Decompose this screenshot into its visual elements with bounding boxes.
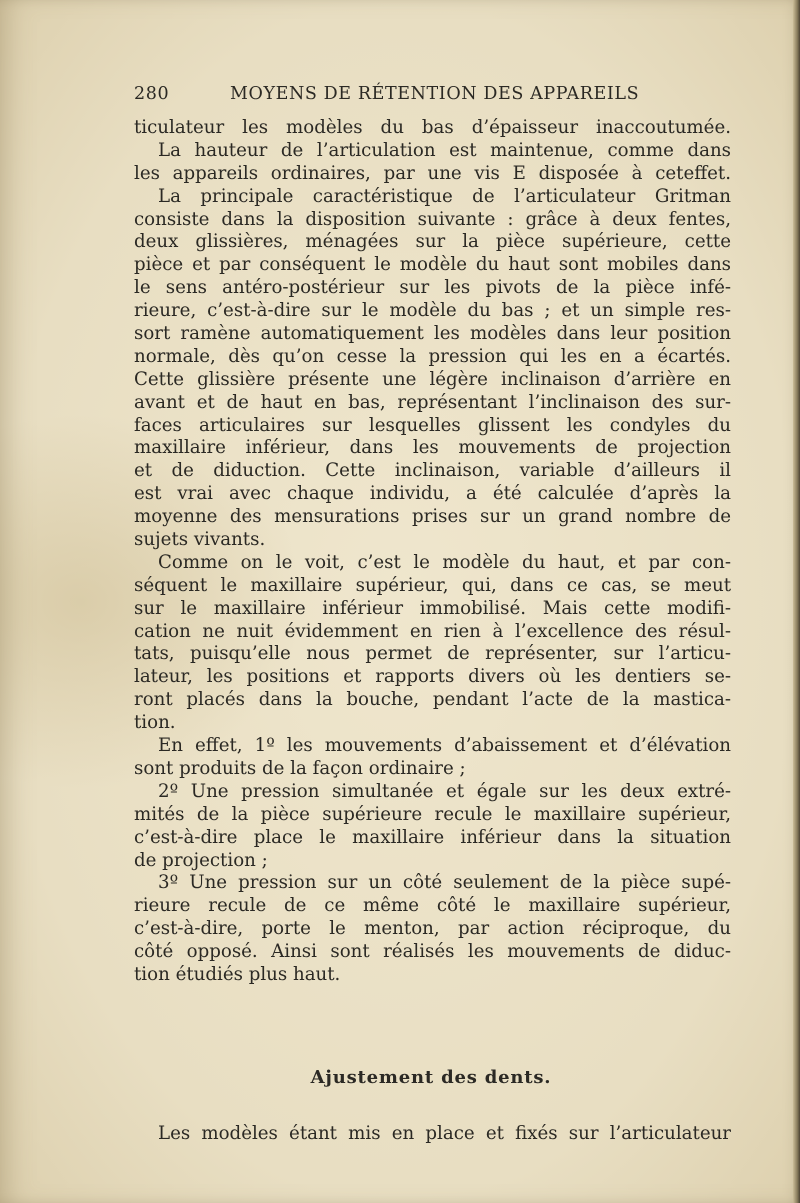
text-line: est vrai avec chaque individu, a été calculée d’après la (134, 483, 731, 505)
text-line: tion. (134, 712, 176, 734)
page-edge-shadow (793, 0, 800, 1203)
text-line: Comme on le voit, c’est le modèle du haut, et par con- (158, 551, 731, 573)
text-line: ticulateur les modèles du bas d’épaisseur inaccoutumée. (134, 117, 731, 138)
text-line: c’est-à-dire, porte le menton, par action réciproque, du (134, 918, 731, 940)
section-first-line: Les modèles étant mis en place et fixés sur l’articulateur (158, 1123, 731, 1144)
text-line: pièce et par conséquent le modèle du haut sont mobiles dans (134, 254, 731, 276)
text-line: moyenne des mensurations prises sur un grand nombre de (134, 506, 731, 528)
text-line: les appareils ordinaires, par une vis E disposée à ceteffet. (134, 162, 731, 184)
text-line: et de diduction. Cette inclinaison, variable d’ailleurs il (134, 460, 731, 482)
text-line: côté opposé. Ainsi sont réalisés les mouvements de diduc- (134, 941, 731, 963)
body-text (134, 117, 731, 987)
text-line: de projection ; (134, 849, 268, 871)
text-line: avant et de haut en bas, représentant l’inclinaison des sur- (134, 391, 731, 413)
text-line: tion étudiés plus haut. (134, 963, 341, 985)
running-header (134, 84, 734, 110)
text-line: 3º Une pression sur un côté seulement de la pièce supé- (158, 872, 731, 894)
text-line: rieure, c’est-à-dire sur le modèle du bas ; et un simple res- (134, 300, 731, 322)
text-line: tats, puisqu’elle nous permet de représenter, sur l’articu- (134, 643, 731, 665)
text-line: faces articulaires sur lesquelles glissent les condyles du (134, 414, 731, 436)
text-line: sort ramène automatiquement les modèles dans leur position (134, 323, 731, 345)
text-line: lateur, les positions et rapports divers où les dentiers se- (134, 666, 731, 688)
section-heading: Ajustement des dents. (310, 1067, 552, 1088)
text-line: Cette glissière présente une légère inclinaison d’arrière en (134, 368, 731, 390)
text-line: ront placés dans la bouche, pendant l’acte de la mastica- (134, 689, 731, 711)
text-line: séquent le maxillaire supérieur, qui, dans ce cas, se meut (134, 574, 731, 596)
text-line: consiste dans la disposition suivante : grâce à deux fentes, (134, 208, 731, 230)
text-line: sur le maxillaire inférieur immobilisé. Mais cette modifi- (134, 597, 731, 619)
text-line: normale, dès qu’on cesse la pression qui les en a écartés. (134, 345, 731, 367)
text-line: c’est-à-dire place le maxillaire inférieur dans la situation (134, 826, 731, 848)
text-line: sujets vivants. (134, 529, 266, 551)
text-line: maxillaire inférieur, dans les mouvements de projection (134, 437, 731, 459)
text-line: deux glissières, ménagées sur la pièce supérieure, cette (134, 231, 731, 253)
text-line: La hauteur de l’articulation est maintenue, comme dans (158, 139, 731, 161)
page-number: 280 (134, 84, 170, 104)
text-line: sont produits de la façon ordinaire ; (134, 757, 466, 779)
text-line: rieure recule de ce même côté le maxillaire supérieur, (134, 895, 731, 917)
text-line: 2º Une pression simultanée et égale sur les deux extré- (158, 780, 731, 802)
running-title: MOYENS DE RÉTENTION DES APPAREILS (230, 84, 640, 104)
text-line: mités de la pièce supérieure recule le maxillaire supérieur, (134, 803, 731, 825)
text-line: cation ne nuit évidemment en rien à l’excellence des résul- (134, 620, 731, 642)
text-line: En effet, 1º les mouvements d’abaissement et d’élévation (158, 735, 731, 757)
text-line: le sens antéro-postérieur sur les pivots de la pièce infé- (134, 277, 731, 299)
text-line: La principale caractéristique de l’articulateur Gritman (158, 185, 731, 207)
